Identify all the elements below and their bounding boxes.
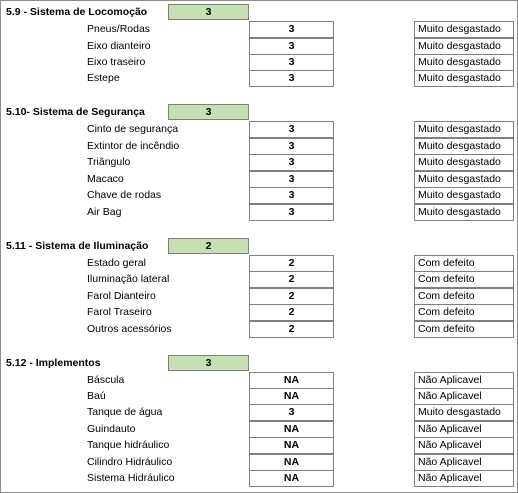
table-row <box>1 271 517 288</box>
section-title: 5.12 - Implementos <box>6 357 101 369</box>
item-score: 3 <box>249 70 334 87</box>
item-status: Muito desgastado <box>414 204 514 221</box>
item-score: 3 <box>249 204 334 221</box>
item-label: Baú <box>87 390 106 402</box>
table-row <box>1 388 517 405</box>
table-row <box>1 21 517 38</box>
item-status: Muito desgastado <box>414 404 514 421</box>
item-label: Extintor de incêndio <box>87 140 180 152</box>
item-label: Macaco <box>87 173 124 185</box>
table-row <box>1 138 517 155</box>
table-row <box>1 70 517 87</box>
item-status: Muito desgastado <box>414 121 514 138</box>
item-status: Com defeito <box>414 271 514 288</box>
section-score: 2 <box>168 238 249 254</box>
item-label: Farol Dianteiro <box>87 290 156 302</box>
item-label: Tanque hidráulico <box>87 439 170 451</box>
section-score: 3 <box>168 4 249 20</box>
item-status: Com defeito <box>414 321 514 338</box>
item-status: Não Aplicavel <box>414 372 514 389</box>
section-score: 3 <box>168 104 249 120</box>
item-score: NA <box>249 421 334 438</box>
item-score: 3 <box>249 38 334 55</box>
item-label: Estepe <box>87 72 120 84</box>
item-score: NA <box>249 454 334 471</box>
item-score: 3 <box>249 154 334 171</box>
item-status: Muito desgastado <box>414 187 514 204</box>
item-label: Eixo dianteiro <box>87 40 151 52</box>
table-row <box>1 171 517 188</box>
section-title: 5.9 - Sistema de Locomoção <box>6 6 148 18</box>
table-row <box>1 404 517 421</box>
item-score: 2 <box>249 288 334 305</box>
table-row <box>1 454 517 471</box>
table-row <box>1 154 517 171</box>
item-status: Com defeito <box>414 255 514 272</box>
item-label: Eixo traseiro <box>87 56 146 68</box>
item-label: Sistema Hidráulico <box>87 472 175 484</box>
item-score: 2 <box>249 321 334 338</box>
item-score: NA <box>249 372 334 389</box>
item-score: 3 <box>249 121 334 138</box>
item-label: Tanque de água <box>87 406 163 418</box>
item-label: Farol Traseiro <box>87 306 152 318</box>
table-row <box>1 288 517 305</box>
item-status: Não Aplicavel <box>414 421 514 438</box>
item-score: 3 <box>249 404 334 421</box>
item-score: 3 <box>249 187 334 204</box>
item-label: Cinto de segurança <box>87 123 179 135</box>
item-label: Cilindro Hidráulico <box>87 456 173 468</box>
item-status: Com defeito <box>414 288 514 305</box>
item-label: Pneus/Rodas <box>87 23 151 35</box>
table-row <box>1 187 517 204</box>
table-row <box>1 54 517 71</box>
item-status: Muito desgastado <box>414 38 514 55</box>
item-score: 3 <box>249 138 334 155</box>
item-label: Chave de rodas <box>87 189 162 201</box>
table-row <box>1 437 517 454</box>
section-title: 5.10- Sistema de Segurança <box>6 106 145 118</box>
item-label: Triângulo <box>87 156 131 168</box>
item-score: NA <box>249 437 334 454</box>
table-row <box>1 121 517 138</box>
table-row <box>1 372 517 389</box>
section-score: 3 <box>168 355 249 371</box>
item-label: Guindauto <box>87 423 136 435</box>
item-score: NA <box>249 388 334 405</box>
item-label: Iluminação lateral <box>87 273 170 285</box>
section-title: 5.11 - Sistema de Iluminação <box>6 240 149 252</box>
table-row <box>1 255 517 272</box>
table-row <box>1 38 517 55</box>
table-row <box>1 470 517 487</box>
item-score: 2 <box>249 255 334 272</box>
item-label: Outros acessórios <box>87 323 172 335</box>
item-status: Não Aplicavel <box>414 470 514 487</box>
table-row <box>1 204 517 221</box>
table-row <box>1 321 517 338</box>
item-score: 3 <box>249 21 334 38</box>
item-label: Air Bag <box>87 206 122 218</box>
item-status: Muito desgastado <box>414 21 514 38</box>
table-row <box>1 304 517 321</box>
item-score: 2 <box>249 304 334 321</box>
item-status: Muito desgastado <box>414 171 514 188</box>
item-score: 3 <box>249 171 334 188</box>
item-status: Não Aplicavel <box>414 454 514 471</box>
item-status: Não Aplicavel <box>414 388 514 405</box>
item-status: Muito desgastado <box>414 70 514 87</box>
item-label: Báscula <box>87 374 125 386</box>
item-score: 2 <box>249 271 334 288</box>
item-label: Estado geral <box>87 257 146 269</box>
item-status: Com defeito <box>414 304 514 321</box>
table-row <box>1 421 517 438</box>
item-score: 3 <box>249 54 334 71</box>
item-score: NA <box>249 470 334 487</box>
item-status: Não Aplicavel <box>414 437 514 454</box>
item-status: Muito desgastado <box>414 138 514 155</box>
item-status: Muito desgastado <box>414 54 514 71</box>
item-status: Muito desgastado <box>414 154 514 171</box>
